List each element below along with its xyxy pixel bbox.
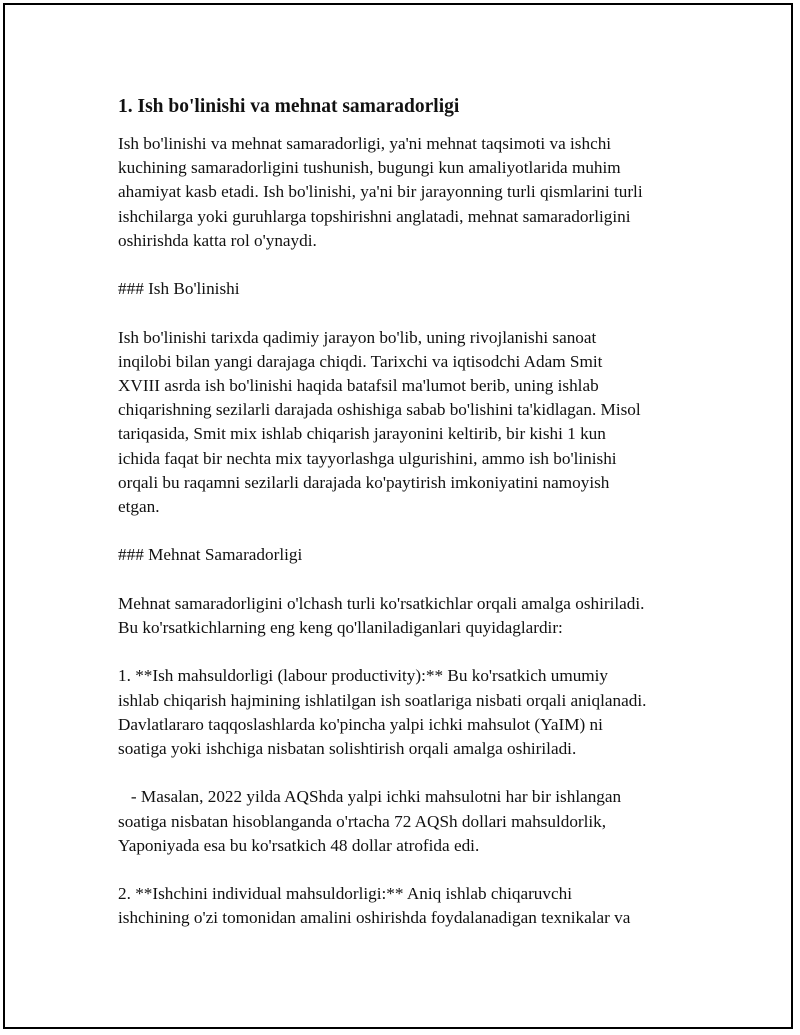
text-line: 1. **Ish mahsuldorligi (labour productivity):** Bu ko'rsatkich umumiy	[118, 666, 609, 686]
text-line: oshirishda katta rol o'ynaydi.	[118, 230, 317, 250]
paragraph-ish-bolinishi	[118, 326, 708, 520]
list-subitem-example	[118, 785, 708, 858]
text-line: 2. **Ishchini individual mahsuldorligi:** Aniq ishlab chiqaruvchi	[118, 884, 572, 904]
text-line: Davlatlararo taqqoslashlarda ko'pincha yalpi ichki mahsulot (YaIM) ni	[118, 714, 603, 734]
text-line: chiqarishning sezilarli darajada oshishiga sabab bo'lishini ta'kidlagan. Misol	[118, 400, 641, 420]
text-line: Bu ko'rsatkichlarning eng keng qo'llaniladiganlari quyidaglardir:	[118, 618, 563, 637]
text-line: soatiga nisbatan hisoblanganda o'rtacha 72 AQSh dollari mahsuldorlik,	[118, 811, 607, 831]
text-line: ichida faqat bir nechta mix tayyorlashga ulgurishini, ammo ish bo'linishi	[118, 448, 617, 468]
text-line: orqali bu raqamni sezilarli darajada ko'paytirish imkoniyatini namoyish	[118, 472, 610, 492]
text-line: - Masalan, 2022 yilda AQShda yalpi ichki mahsulotni har bir ishlangan	[118, 787, 622, 807]
text-line: etgan.	[118, 497, 160, 517]
text-line: ### Mehnat Samaradorligi	[118, 545, 303, 565]
text-line: Ish bo'linishi va mehnat samaradorligi, ya'ni mehnat taqsimoti va ishchi	[118, 134, 612, 153]
text-line: ### Ish Bo'linishi	[118, 279, 240, 299]
document-title: 1. Ish bo'linishi va mehnat samaradorligi	[118, 96, 460, 117]
text-line: ahamiyat kasb etadi. Ish bo'linishi, ya'ni bir jarayonning turli qismlarini turli	[118, 182, 643, 202]
text-line: tariqasida, Smit mix ishlab chiqarish jarayonini keltirib, bir kishi 1 kun	[118, 424, 606, 444]
section-heading-mehnat-samaradorligi	[118, 543, 708, 567]
text-line: soatiga yoki ishchiga nisbatan solishtirish orqali amalga oshiriladi.	[118, 739, 577, 758]
text-line: ishlab chiqarish hajmining ishlatilgan ish soatlariga nisbati orqali aniqlanadi.	[118, 690, 647, 710]
list-item-individual-productivity	[118, 882, 708, 930]
text-line: kuchining samaradorligini tushunish, bugungi kun amaliyotlarida muhim	[118, 158, 621, 178]
text-line: ishchining o'zi tomonidan amalini oshirishda foydalanadigan texnikalar va	[118, 908, 631, 928]
list-item-labour-productivity	[118, 664, 708, 761]
paragraph-intro	[118, 132, 708, 253]
text-line: XVIII asrda ish bo'linishi haqida batafsil ma'lumot berib, uning ishlab	[118, 376, 599, 395]
paragraph-measurement	[118, 592, 708, 640]
text-line: ishchilarga yoki guruhlarga topshirishni anglatadi, mehnat samaradorligini	[118, 206, 631, 226]
text-line: Ish bo'linishi tarixda qadimiy jarayon bo'lib, uning rivojlanishi sanoat	[118, 327, 597, 347]
document-body	[118, 95, 708, 955]
section-heading-ish-bolinishi	[118, 277, 708, 301]
text-line: Mehnat samaradorligini o'lchash turli ko'rsatkichlar orqali amalga oshiriladi.	[118, 593, 645, 613]
text-line: inqilobi bilan yangi darajaga chiqdi. Tarixchi va iqtisodchi Adam Smit	[118, 351, 603, 371]
text-line: Yaponiyada esa bu ko'rsatkich 48 dollar atrofida edi.	[118, 835, 480, 855]
